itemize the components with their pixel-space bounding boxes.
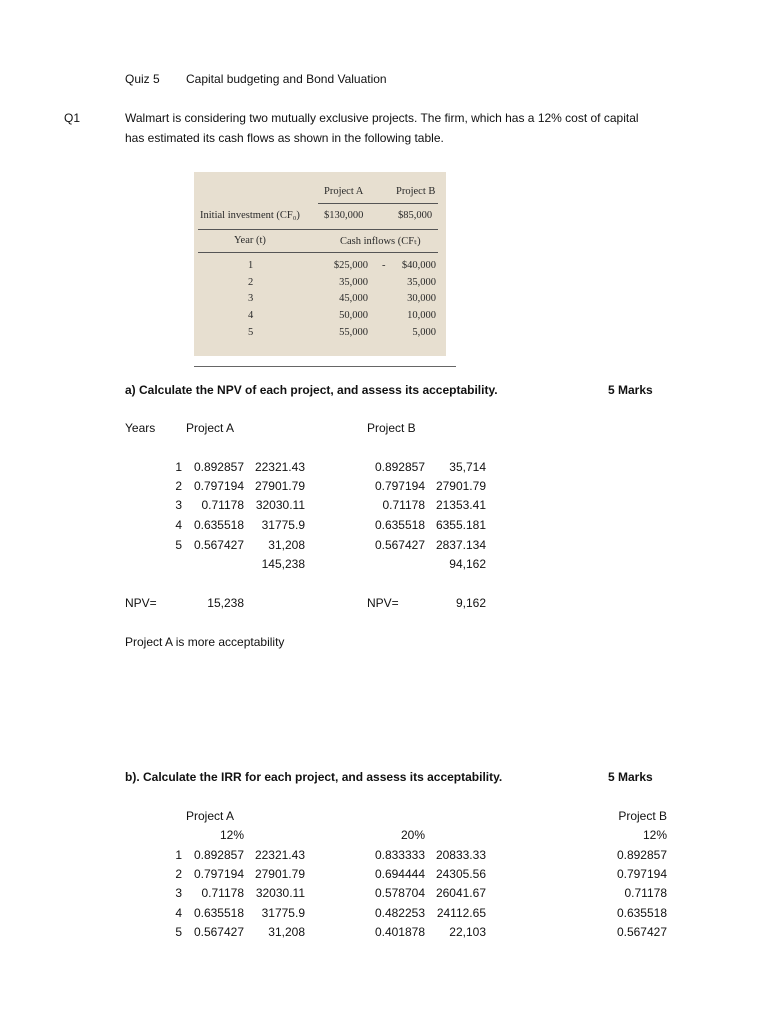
pv-a-cell: 22321.43 <box>254 460 305 474</box>
question-text-line1: Walmart is considering two mutually exclusive projects. The firm, which has a 12% cost of capital <box>125 111 639 125</box>
year-cell: 1 <box>175 848 182 862</box>
pv-12-cell: 31775.9 <box>261 906 305 920</box>
cash-flow-table-image <box>194 172 446 356</box>
part-b-question: b). Calculate the IRR for each project, and assess its acceptability. <box>125 770 503 784</box>
npv-conclusion: Project A is more acceptability <box>125 635 285 649</box>
project-a-header: Project A <box>186 421 235 435</box>
pv-b-cell: 2837.134 <box>435 538 486 552</box>
table-a-cell: 55,000 <box>339 327 368 338</box>
pv-12-cell: 32030.11 <box>255 886 305 900</box>
table-dot: - <box>382 260 386 271</box>
pv-a-cell: 27901.79 <box>254 479 305 493</box>
table-initial-label: Initial investment (CF₀) <box>200 210 300 221</box>
pv-b-cell: 21353.41 <box>435 498 486 512</box>
pv-20-cell: 22,103 <box>449 925 486 939</box>
factor-b-cell: 0.567427 <box>374 538 425 552</box>
year-cell: 3 <box>175 886 182 900</box>
table-initial-b: $85,000 <box>398 210 433 221</box>
year-cell: 3 <box>175 498 182 512</box>
total-a: 145,238 <box>261 557 305 571</box>
table-a-cell: 50,000 <box>339 310 368 321</box>
factor-12-cell: 0.567427 <box>193 925 244 939</box>
table-a-cell: $25,000 <box>333 260 368 271</box>
factor-12-cell: 0.892857 <box>193 848 244 862</box>
pv-b-cell: 35,714 <box>449 460 486 474</box>
factor-a-cell: 0.635518 <box>193 518 244 532</box>
horizontal-rule <box>194 366 456 367</box>
year-cell: 4 <box>175 518 182 532</box>
pv-20-cell: 26041.67 <box>435 886 486 900</box>
factor-20-cell: 0.833333 <box>374 848 425 862</box>
rate-b-12-label: 12% <box>642 828 667 842</box>
factor-12-cell: 0.797194 <box>193 867 244 881</box>
year-cell: 2 <box>175 479 182 493</box>
pv-12-cell: 22321.43 <box>254 848 305 862</box>
table-divider <box>318 203 438 204</box>
factor-b-cell: 0.797194 <box>616 867 667 881</box>
table-divider <box>198 252 438 253</box>
table-year-cell: 1 <box>248 260 254 271</box>
factor-b-cell: 0.635518 <box>616 906 667 920</box>
factor-12-cell: 0.635518 <box>193 906 244 920</box>
pv-20-cell: 20833.33 <box>435 848 486 862</box>
year-cell: 5 <box>175 538 182 552</box>
table-b-cell: 10,000 <box>407 310 436 321</box>
year-cell: 2 <box>175 867 182 881</box>
rate-12-label: 12% <box>219 828 244 842</box>
factor-b-cell: 0.71178 <box>624 886 667 900</box>
table-year-cell: 2 <box>248 277 254 288</box>
table-col-project-a: Project A <box>324 186 364 197</box>
year-cell: 1 <box>175 460 182 474</box>
factor-b-cell: 0.797194 <box>374 479 425 493</box>
factor-20-cell: 0.578704 <box>374 886 425 900</box>
pv-b-cell: 6355.181 <box>435 518 486 532</box>
table-b-cell: 30,000 <box>407 293 436 304</box>
factor-20-cell: 0.694444 <box>374 867 425 881</box>
total-b: 94,162 <box>449 557 486 571</box>
pv-20-cell: 24305.56 <box>435 867 486 881</box>
table-initial-a: $130,000 <box>324 210 364 221</box>
factor-a-cell: 0.71178 <box>201 498 244 512</box>
factor-a-cell: 0.892857 <box>193 460 244 474</box>
question-number: Q1 <box>64 111 81 125</box>
table-b-cell: 35,000 <box>407 277 436 288</box>
part-a-marks: 5 Marks <box>608 383 653 397</box>
pv-b-cell: 27901.79 <box>435 479 486 493</box>
rate-20-label: 20% <box>400 828 425 842</box>
table-year-label: Year (t) <box>234 235 266 246</box>
npv-a-label: NPV= <box>125 596 157 610</box>
table-col-project-b: Project B <box>396 186 436 197</box>
pv-a-cell: 32030.11 <box>255 498 305 512</box>
table-a-cell: 35,000 <box>339 277 368 288</box>
table-b-cell: $40,000 <box>401 260 436 271</box>
pv-a-cell: 31775.9 <box>261 518 305 532</box>
npv-b-value: 9,162 <box>455 596 486 610</box>
pv-12-cell: 27901.79 <box>254 867 305 881</box>
question-text-line2: has estimated its cash flows as shown in the following table. <box>125 131 444 145</box>
part-b-marks: 5 Marks <box>608 770 653 784</box>
pv-12-cell: 31,208 <box>268 925 305 939</box>
quiz-label: Quiz 5 <box>125 72 160 86</box>
factor-b-cell: 0.567427 <box>616 925 667 939</box>
years-header: Years <box>125 421 156 435</box>
table-year-cell: 3 <box>248 293 254 304</box>
factor-b-cell: 0.892857 <box>374 460 425 474</box>
year-cell: 5 <box>175 925 182 939</box>
factor-a-cell: 0.797194 <box>193 479 244 493</box>
npv-b-label: NPV= <box>367 596 399 610</box>
table-b-cell: 5,000 <box>412 327 436 338</box>
factor-20-cell: 0.401878 <box>374 925 425 939</box>
irr-project-a-header: Project A <box>186 809 235 823</box>
pv-a-cell: 31,208 <box>268 538 305 552</box>
npv-a-value: 15,238 <box>207 596 244 610</box>
document-title: Capital budgeting and Bond Valuation <box>186 72 387 86</box>
table-divider <box>198 229 438 230</box>
irr-project-b-header: Project B <box>618 809 667 823</box>
table-year-cell: 4 <box>248 310 254 321</box>
part-a-question: a) Calculate the NPV of each project, and assess its acceptability. <box>125 383 498 397</box>
factor-b-cell: 0.892857 <box>616 848 667 862</box>
factor-b-cell: 0.71178 <box>382 498 425 512</box>
factor-12-cell: 0.71178 <box>201 886 244 900</box>
project-b-header: Project B <box>367 421 416 435</box>
pv-20-cell: 24112.65 <box>436 906 486 920</box>
factor-b-cell: 0.635518 <box>374 518 425 532</box>
table-cash-label: Cash inflows (CFₜ) <box>340 236 421 247</box>
table-year-cell: 5 <box>248 327 254 338</box>
factor-20-cell: 0.482253 <box>374 906 425 920</box>
factor-a-cell: 0.567427 <box>193 538 244 552</box>
table-a-cell: 45,000 <box>339 293 368 304</box>
year-cell: 4 <box>175 906 182 920</box>
